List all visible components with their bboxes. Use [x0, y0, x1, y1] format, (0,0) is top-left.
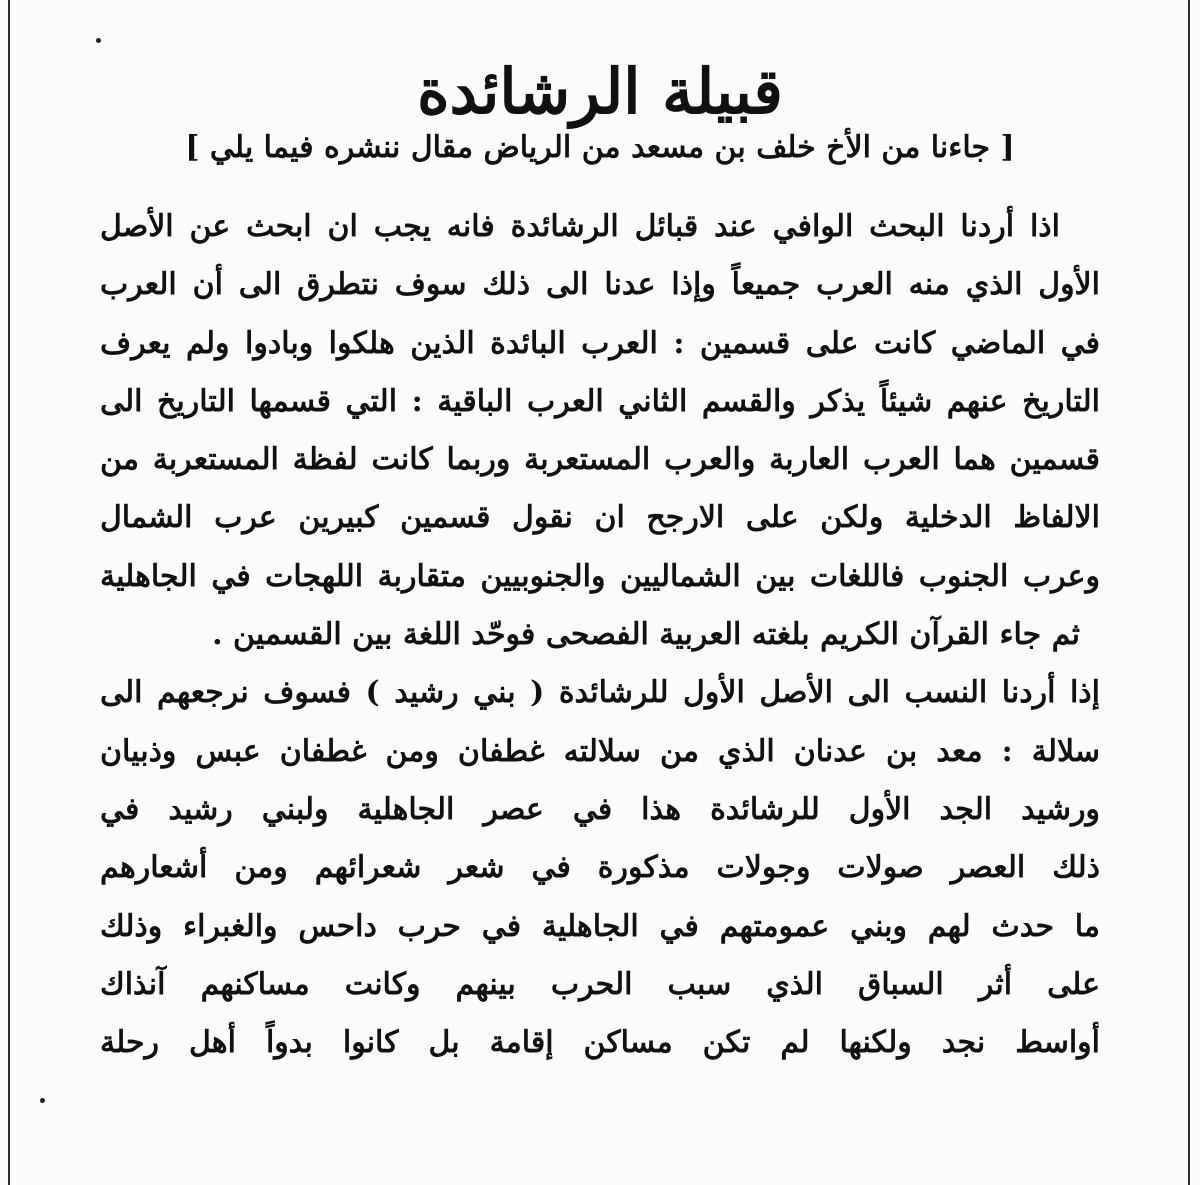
- body-line: ورشيد الجد الأول للرشائدة هذا في عصر الجاهلية ولبني رشيد في: [100, 791, 1100, 827]
- body-line: إذا أردنا النسب الى الأصل الأول للرشائدة ( بني رشيد ) فسوف نرجعهم الى: [100, 675, 1100, 711]
- body-line: وعرب الجنوب فاللغات بين الشماليين والجنوبيين متقاربة اللهجات في الجاهلية: [100, 558, 1100, 594]
- left-page-edge: [8, 0, 10, 1185]
- body-line: ذلك العصر صولات وجولات مذكورة في شعر شعرائهم ومن أشعارهم: [100, 850, 1100, 886]
- editor-intro-note: [ جاءنا من الأخ خلف بن مسعد من الرياض مقال ننشره فيما يلي ]: [185, 130, 1015, 165]
- body-line: اذا أردنا البحث الوافي عند قبائل الرشائدة فانه يجب ان ابحث عن الأصل: [100, 209, 1060, 244]
- ink-speck: [40, 1098, 45, 1103]
- body-line: ثم جاء القرآن الكريم بلغته العربية الفصحى فوحّد اللغة بين القسمين .: [212, 617, 1080, 653]
- article-body: [100, 198, 1100, 1072]
- body-line: أواسط نجد ولكنها لم تكن مساكن إقامة بل كانوا بدواً أهل رحلة: [100, 1025, 1100, 1061]
- body-line: التاريخ عنهم شيئاً يذكر والقسم الثاني العرب الباقية : التي قسمها التاريخ الى: [100, 383, 1100, 419]
- body-line: في الماضي كانت على قسمين : العرب البائدة الذين هلكوا وبادوا ولم يعرف: [100, 325, 1100, 361]
- body-line: قسمين هما العرب العاربة والعرب المستعربة وربما كانت لفظة المستعربة من: [100, 442, 1100, 478]
- body-line: على أثر السباق الذي سبب الحرب بينهم وكانت مساكنهم آنذاك: [100, 966, 1100, 1002]
- right-page-edge: [1188, 0, 1190, 1185]
- article-title: قبيلة الرشائدة: [417, 54, 783, 128]
- body-line: سلالة : معد بن عدنان الذي من سلالته غطفان ومن غطفان عبس وذبيان: [100, 733, 1100, 769]
- body-line: ما حدث لهم وبني عمومتهم في الجاهلية في حرب داحس والغبراء وذلك: [100, 908, 1100, 944]
- ink-speck: [96, 38, 101, 43]
- body-line: الأول الذي منه العرب جميعاً وإذا عدنا الى ذلك سوف نتطرق الى أن العرب: [100, 267, 1100, 303]
- body-line: الالفاظ الدخلية ولكن على الارجح ان نقول قسمين كبيرين عرب الشمال: [100, 500, 1100, 536]
